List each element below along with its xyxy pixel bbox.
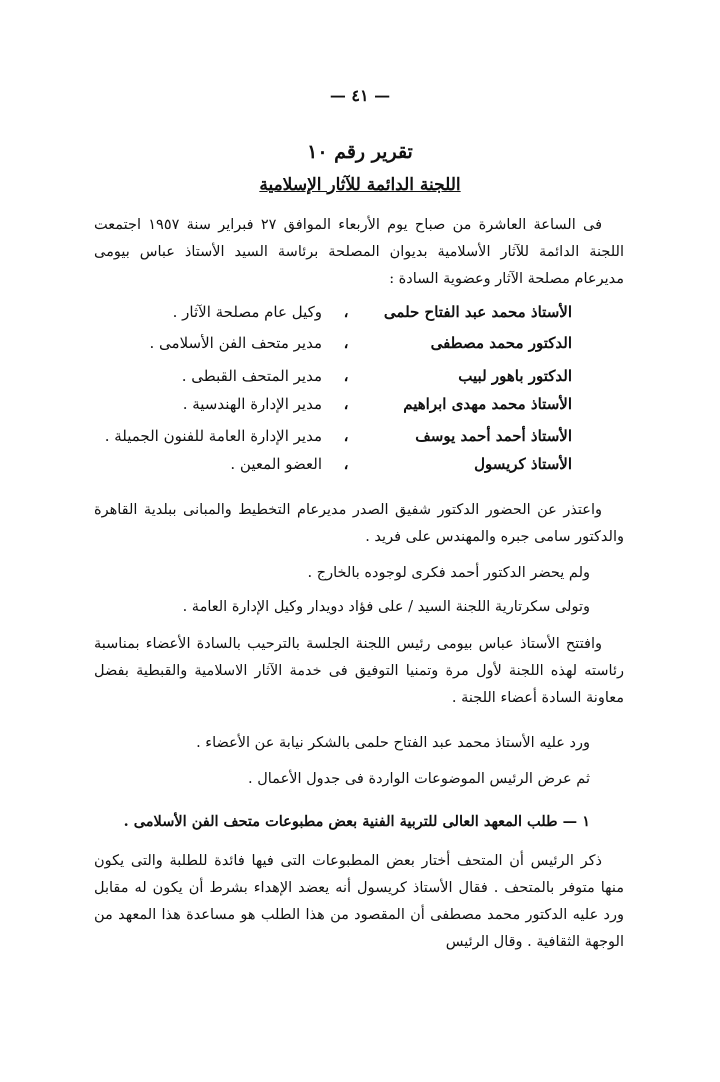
attendee-separator: ، (343, 303, 349, 321)
secretary-paragraph: وتولى سكرتارية اللجنة السيد / على فؤاد دويدار وكيل الإدارة العامة . (182, 599, 590, 615)
attendee-row (112, 455, 572, 479)
report-title: تقرير رقم ١٠ (307, 141, 413, 163)
attendee-row (104, 427, 572, 451)
attendee-separator: ، (343, 367, 349, 385)
attendee-role: مدير الإدارة الهندسية . (182, 395, 322, 413)
committee-title: اللجنة الدائمة للآثار الإسلامية (259, 175, 461, 195)
attendee-row (112, 395, 572, 419)
page-number: — ٤١ — (329, 86, 391, 105)
attendee-role: مدير متحف الفن الأسلامى . (149, 334, 322, 352)
agenda-item-1-heading: ١ — طلب المعهد العالى للتربية الفنية بعض مطبوعات متحف الفن الأسلامى . (123, 813, 590, 830)
absent-paragraph: ولم يحضر الدكتور أحمد فكرى لوجوده بالخارج . (307, 565, 590, 581)
attendee-name: الدكتور باهور لبيب (458, 367, 572, 385)
attendee-separator: ، (343, 334, 349, 352)
attendee-row (112, 334, 572, 358)
attendee-role: وكيل عام مصلحة الآثار . (172, 303, 322, 321)
attendee-role: مدير الإدارة العامة للفنون الجميلة . (104, 427, 322, 445)
attendee-name: الأستاذ أحمد أحمد يوسف (415, 427, 572, 445)
attendee-separator: ، (343, 455, 349, 473)
attendee-name: الأستاذ محمد مهدى ابراهيم (403, 395, 572, 413)
agenda-paragraph: ثم عرض الرئيس الموضوعات الواردة فى جدول الأعمال . (248, 771, 590, 787)
opening-paragraph: فى الساعة العاشرة من صباح يوم الأربعاء الموافق ٢٧ فبراير سنة ١٩٥٧ اجتمعت اللجنة الدائمة للآثار الأسلامية بديوان المصلحة برئاسة السيد الأستاذ عباس بيومى مديرعام مصلحة الآثار وعضوية السادة : (94, 217, 624, 287)
attendee-row (112, 367, 572, 391)
attendee-separator: ، (343, 395, 349, 413)
agenda-item-1-text: ذكر الرئيس أن المتحف أختار بعض المطبوعات التى فيها فائدة للطلبة والتى يكون منها متوفر بالمتحف . فقال الأستاذ كريسول أنه يعضد الإهداء بشرط أن يكون له مقابل ورد عليه الدكتور محمد مصطفى أن المقصود من هذا الطلب هو مساعدة هذا المعهد من الوجهة الثقافية . وقال الرئيس (94, 853, 624, 950)
attendee-role: العضو المعين . (230, 455, 322, 473)
apology-paragraph: واعتذر عن الحضور الدكتور شفيق الصدر مديرعام التخطيط والمبانى ببلدية القاهرة والدكتور سامى جبره والمهندس على فريد . (94, 502, 624, 545)
attendee-role: مدير المتحف القبطى . (181, 367, 322, 385)
attendee-name: الدكتور محمد مصطفى (430, 334, 572, 352)
attendee-name: الأستاذ محمد عبد الفتاح حلمى (383, 303, 572, 321)
reply-paragraph: ورد عليه الأستاذ محمد عبد الفتاح حلمى بالشكر نيابة عن الأعضاء . (196, 735, 590, 751)
attendee-row (112, 303, 572, 327)
attendee-name: الأستاذ كريسول (474, 455, 572, 473)
opening-speech-paragraph: وافتتح الأستاذ عباس بيومى رئيس اللجنة الجلسة بالترحيب بالسادة الأعضاء بمناسبة رئاسته لهذه اللجنة لأول مرة وتمنيا التوفيق فى خدمة الآثار الاسلامية والقبطية بفضل معاونة السادة أعضاء اللجنة . (94, 636, 624, 706)
attendee-separator: ، (343, 427, 349, 445)
